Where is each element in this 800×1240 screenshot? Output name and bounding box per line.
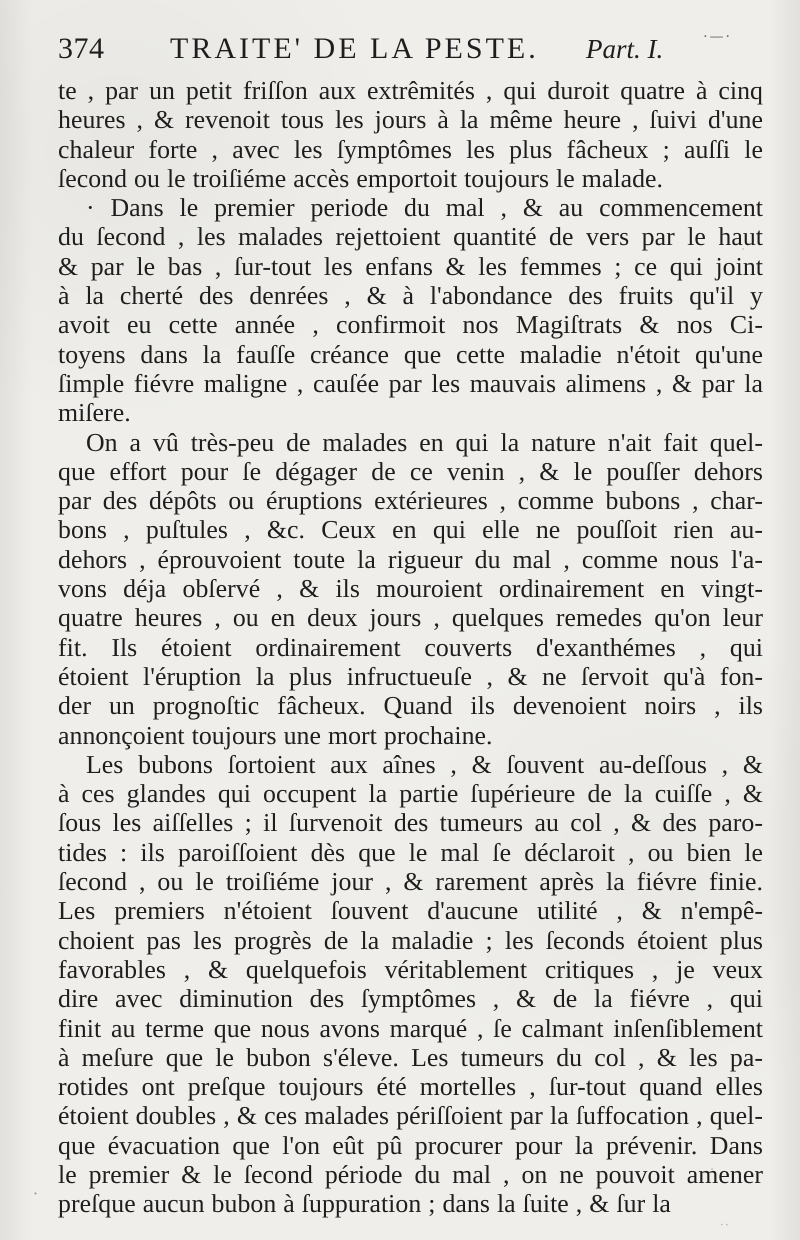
body-line: étoient doubles , & ces malades périſſoient par la ſuffocation , quel- bbox=[58, 1101, 763, 1131]
body-line: étoient l'éruption la plus infructueuſe , & ne ſervoit qu'à fon- bbox=[58, 661, 763, 691]
running-title: TRAITE' DE LA PESTE. bbox=[170, 32, 539, 65]
body-line: que effort pour ſe dégager de ce venin , & le pouſſer dehors bbox=[58, 456, 763, 486]
body-text bbox=[58, 76, 763, 1219]
body-line: te , par un petit friſſon aux extrêmités , qui duroit quatre à cinq bbox=[58, 76, 763, 105]
body-line: vons déja obſervé , & ils mouroient ordinairement en vingt- bbox=[58, 574, 763, 604]
body-line: dehors , éprouvoient toute la rigueur du mal , comme nous l'a- bbox=[58, 544, 763, 574]
body-line: bons , puſtules , &c. Ceux en qui elle ne pouſſoit rien au- bbox=[58, 515, 763, 545]
part-label: Part. I. bbox=[586, 34, 664, 64]
body-line: avoit eu cette année , confirmoit nos Magiſtrats & nos Ci- bbox=[58, 310, 763, 340]
body-line: chaleur forte , avec les ſymptômes les plus fâcheux ; auſſi le bbox=[58, 134, 763, 164]
paper-speck bbox=[711, 1168, 713, 1170]
body-line: & par le bas , ſur-tout les enfans & les femmes ; ce qui joint bbox=[58, 251, 763, 281]
body-line: à la cherté des denrées , & à l'abondance des fruits qu'il y bbox=[58, 281, 763, 311]
page-number: 374 bbox=[58, 32, 105, 65]
paper-speck bbox=[742, 248, 744, 250]
body-line: finit au terme que nous avons marqué , ſe calmant inſenſiblement bbox=[58, 1013, 763, 1043]
body-line: der un prognoſtic fâcheux. Quand ils devenoient noirs , ils bbox=[58, 691, 763, 721]
header-ornament: ·—· bbox=[703, 29, 732, 45]
body-line: rotides ont preſque toujours été mortelles , ſur-tout quand elles bbox=[58, 1072, 763, 1102]
body-line: quatre heures , ou en deux jours , quelques remedes qu'on leur bbox=[58, 603, 763, 633]
body-line: miſere. bbox=[58, 398, 131, 428]
body-line: ſimple fiévre maligne , cauſée par les mauvais alimens , & par la bbox=[58, 368, 763, 398]
body-line: ſecond , ou le troiſiéme jour , & rarement après la fiévre finie. bbox=[58, 867, 763, 897]
body-line: heures , & revenoit tous les jours à la même heure , ſuivi d'une bbox=[58, 105, 763, 135]
body-line: dire avec diminution des ſymptômes , & de la fiévre , qui bbox=[58, 984, 763, 1014]
body-line: choient pas les progrès de la maladie ; les ſeconds étoient plus bbox=[58, 925, 763, 955]
body-line: ſecond ou le troiſiéme accès emportoit toujours le malade. bbox=[58, 163, 664, 193]
body-line: annonçoient toujours une mort prochaine. bbox=[58, 720, 493, 750]
body-line: toyens dans la fauſſe créance que cette maladie n'étoit qu'une bbox=[58, 339, 763, 369]
body-line: tides : ils paroiſſoient dès que le mal ſe déclaroit , ou bien le bbox=[58, 837, 763, 867]
body-line: fit. Ils étoient ordinairement couverts d'exanthémes , qui bbox=[58, 632, 763, 662]
body-line: · Dans le premier periode du mal , & au commencement bbox=[86, 193, 763, 223]
body-line: ſous les aiſſelles ; il ſurvenoit des tumeurs au col , & des paro- bbox=[58, 808, 763, 838]
footer-mark: ·· bbox=[719, 1218, 730, 1233]
body-line: On a vû très-peu de malades en qui la nature n'ait fait quel- bbox=[86, 427, 763, 457]
body-line: par des dépôts ou éruptions extérieures , comme bubons , char- bbox=[58, 486, 763, 516]
body-line: à meſure que le bubon s'éleve. Les tumeurs du col , & les pa- bbox=[58, 1042, 763, 1072]
paper-speck bbox=[95, 738, 97, 740]
body-line: preſque aucun bubon à ſuppuration ; dans la ſuite , & ſur la bbox=[58, 1189, 671, 1219]
body-line: du ſecond , les malades rejettoient quantité de vers par le haut bbox=[58, 222, 763, 252]
body-line: Les bubons ſortoient aux aînes , & ſouvent au-deſſous , & bbox=[86, 749, 763, 779]
body-line: Les premiers n'étoient ſouvent d'aucune utilité , & n'empê- bbox=[58, 896, 763, 926]
body-line: le premier & le ſecond période du mal , on ne pouvoit amener bbox=[58, 1159, 763, 1189]
body-line: à ces glandes qui occupent la partie ſupérieure de la cuiſſe , & bbox=[58, 779, 763, 809]
running-header bbox=[58, 28, 758, 80]
body-line: favorables , & quelquefois véritablement critiques , je veux bbox=[58, 954, 763, 984]
paper-speck bbox=[61, 116, 63, 118]
body-line: que évacuation que l'on eût pû procurer pour la prévenir. Dans bbox=[58, 1130, 763, 1160]
margin-mark: · bbox=[33, 1184, 39, 1203]
